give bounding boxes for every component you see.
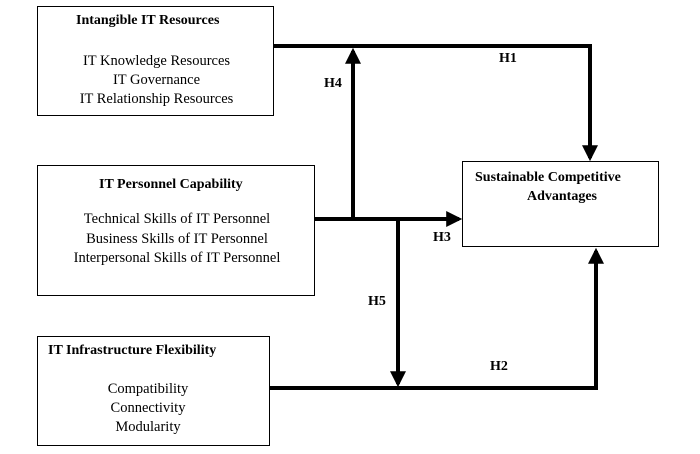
intangible-it-resources-box (37, 6, 274, 116)
intangible-item: IT Governance (112, 72, 201, 88)
hypothesis-label-h1: H1 (499, 51, 517, 66)
intangible-item: IT Relationship Resources (79, 91, 234, 107)
hypothesis-label-h2: H2 (490, 359, 508, 374)
sustainable-competitive-advantages-box (462, 161, 659, 247)
intangible-item: IT Knowledge Resources (82, 53, 231, 69)
personnel-item: Interpersonal Skills of IT Personnel (73, 250, 281, 266)
personnel-item: Technical Skills of IT Personnel (83, 211, 271, 227)
sca-title-line2: Advantages (527, 189, 598, 204)
infra-item: Connectivity (110, 400, 186, 416)
infra-item: Compatibility (107, 381, 189, 397)
personnel-item: Business Skills of IT Personnel (86, 231, 268, 247)
it-personnel-capability-title: IT Personnel Capability (99, 177, 243, 192)
infra-item: Modularity (115, 419, 181, 435)
hypothesis-label-h3: H3 (433, 230, 451, 245)
intangible-it-resources-title: Intangible IT Resources (76, 13, 220, 28)
sca-title-line1: Sustainable Competitive (475, 170, 621, 185)
it-infrastructure-flexibility-box (37, 336, 270, 446)
hypothesis-label-h4: H4 (324, 76, 342, 91)
h1-connector (274, 46, 590, 158)
it-personnel-capability-box (37, 165, 315, 296)
h2-connector (270, 251, 596, 388)
it-infrastructure-flexibility-title: IT Infrastructure Flexibility (48, 343, 217, 358)
hypothesis-label-h5: H5 (368, 294, 386, 309)
